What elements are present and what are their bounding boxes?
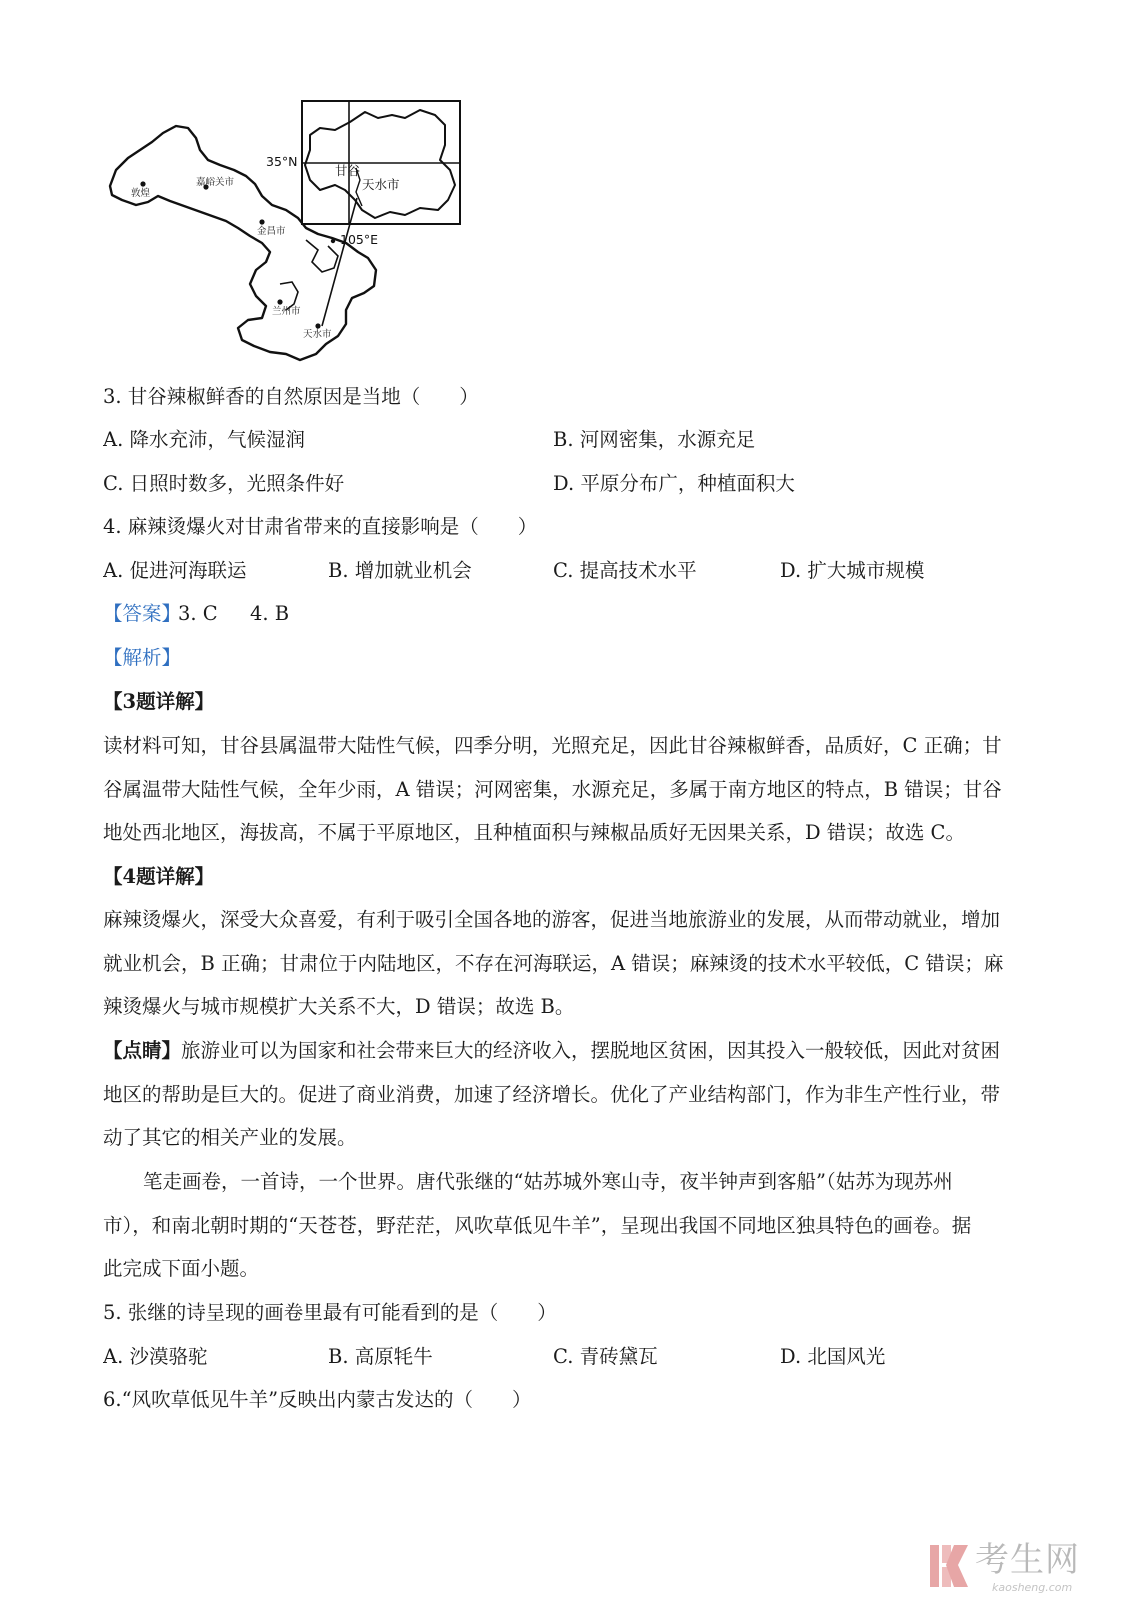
detail3-line: 读材料可知，甘谷县属温带大陆性气候，四季分明，光照充足，因此甘谷辣椒鲜香，品质好，C 正确；甘 (103, 734, 1002, 757)
label-lanzhou: 兰州市 (272, 306, 301, 317)
inset-latitude-label: 35°N (266, 154, 298, 169)
inset-longitude-label: 105°E (340, 232, 379, 247)
detail4-line: 麻辣烫爆火，深受大众喜爱，有利于吸引全国各地的游客，促进当地旅游业的发展，从而带动就业，增加 (103, 908, 1001, 931)
inset-tianshui-label: 天水市 (362, 177, 400, 192)
note-line: 旅游业可以为国家和社会带来巨大的经济收入，摆脱地区贫困，因其投入一般较低，因此对贫困 (181, 1039, 1001, 1062)
q5-stem: 5. 张继的诗呈现的画卷里最有可能看到的是（ ） (103, 1301, 557, 1324)
note-tag: 【点睛】 (103, 1039, 182, 1062)
q3-option-c: C. 日照时数多，光照条件好 (103, 472, 345, 495)
detail4-title: 【4题详解】 (103, 865, 215, 888)
dunhuang-dot (140, 181, 145, 186)
note-line: 动了其它的相关产业的发展。 (103, 1126, 357, 1149)
detail4-line: 就业机会，B 正确；甘肃位于内陆地区，不存在河海联运，A 错误；麻辣烫的技术水平较低，C 错误；麻 (103, 952, 1004, 975)
detail3-title: 【3题详解】 (103, 690, 215, 713)
watermark-url: kaosheng.com (992, 1581, 1073, 1594)
label-jinchang: 金昌市 (257, 226, 286, 237)
q3-option-d: D. 平原分布广，种植面积大 (553, 472, 795, 495)
lanzhou-dot (277, 299, 282, 304)
q3-stem: 3. 甘谷辣椒鲜香的自然原因是当地（ ） (103, 385, 479, 408)
passage-line: 笔走画卷，一首诗，一个世界。唐代张继的“姑苏城外寒山寺，夜半钟声到客船”（姑苏为现苏州 (143, 1170, 953, 1193)
answer-item-4: 4. B (250, 602, 290, 625)
note-first-line (103, 1038, 1000, 1064)
q5-option-c: C. 青砖黛瓦 (553, 1345, 658, 1368)
analysis-tag: 【解析】 (103, 646, 182, 669)
answer-tag: 【答案】 (103, 602, 182, 625)
q5-option-b: B. 高原牦牛 (328, 1345, 433, 1368)
label-dunhuang: 敦煌 (131, 188, 151, 199)
q5-option-d: D. 北国风光 (780, 1345, 886, 1368)
q3-option-b: B. 河网密集，水源充足 (553, 428, 756, 451)
q4-option-a: A. 促进河海联运 (103, 559, 247, 582)
label-tianshui: 天水市 (303, 329, 332, 340)
q4-option-d: D. 扩大城市规模 (780, 559, 925, 582)
q4-option-b: B. 增加就业机会 (328, 559, 472, 582)
tianshui-dot (315, 323, 320, 328)
q5-option-a: A. 沙漠骆驼 (103, 1345, 208, 1368)
q4-option-c: C. 提高技术水平 (553, 559, 697, 582)
detail3-line: 谷属温带大陆性气候，全年少雨，A 错误；河网密集，水源充足，多属于南方地区的特点，B 错误；甘谷 (103, 778, 1002, 801)
q3-option-a: A. 降水充沛，气候湿润 (103, 428, 305, 451)
passage-line: 市），和南北朝时期的“天苍苍，野茫茫，风吹草低见牛羊”，呈现出我国不同地区独具特色的画卷。据 (103, 1214, 972, 1237)
note-line: 地区的帮助是巨大的。促进了商业消费，加速了经济增长。优化了产业结构部门，作为非生产性行业，带 (103, 1083, 1001, 1106)
marker-dot (331, 239, 335, 243)
watermark-brand: 考生网 (975, 1540, 1080, 1580)
inset-gangu-label: 甘谷 (335, 163, 361, 178)
detail4-line: 辣烫爆火与城市规模扩大关系不大，D 错误；故选 B。 (103, 995, 575, 1018)
q4-stem: 4. 麻辣烫爆火对甘肃省带来的直接影响是（ ） (103, 515, 538, 538)
q6-stem: 6.“风吹草低见牛羊”反映出内蒙古发达的（ ） (103, 1388, 532, 1411)
passage-line: 此完成下面小题。 (103, 1257, 260, 1280)
interior-boundary (306, 240, 338, 272)
label-jiayuguan: 嘉峪关市 (196, 177, 235, 188)
jinchang-dot (259, 219, 264, 224)
gansu-map (0, 0, 1131, 380)
answer-item-3: 3. C (178, 602, 218, 625)
detail3-line: 地处西北地区，海拔高，不属于平原地区，且种植面积与辣椒品质好无因果关系，D 错误；故选 C。 (103, 821, 965, 844)
kaosheng-logo-icon (928, 1543, 970, 1589)
